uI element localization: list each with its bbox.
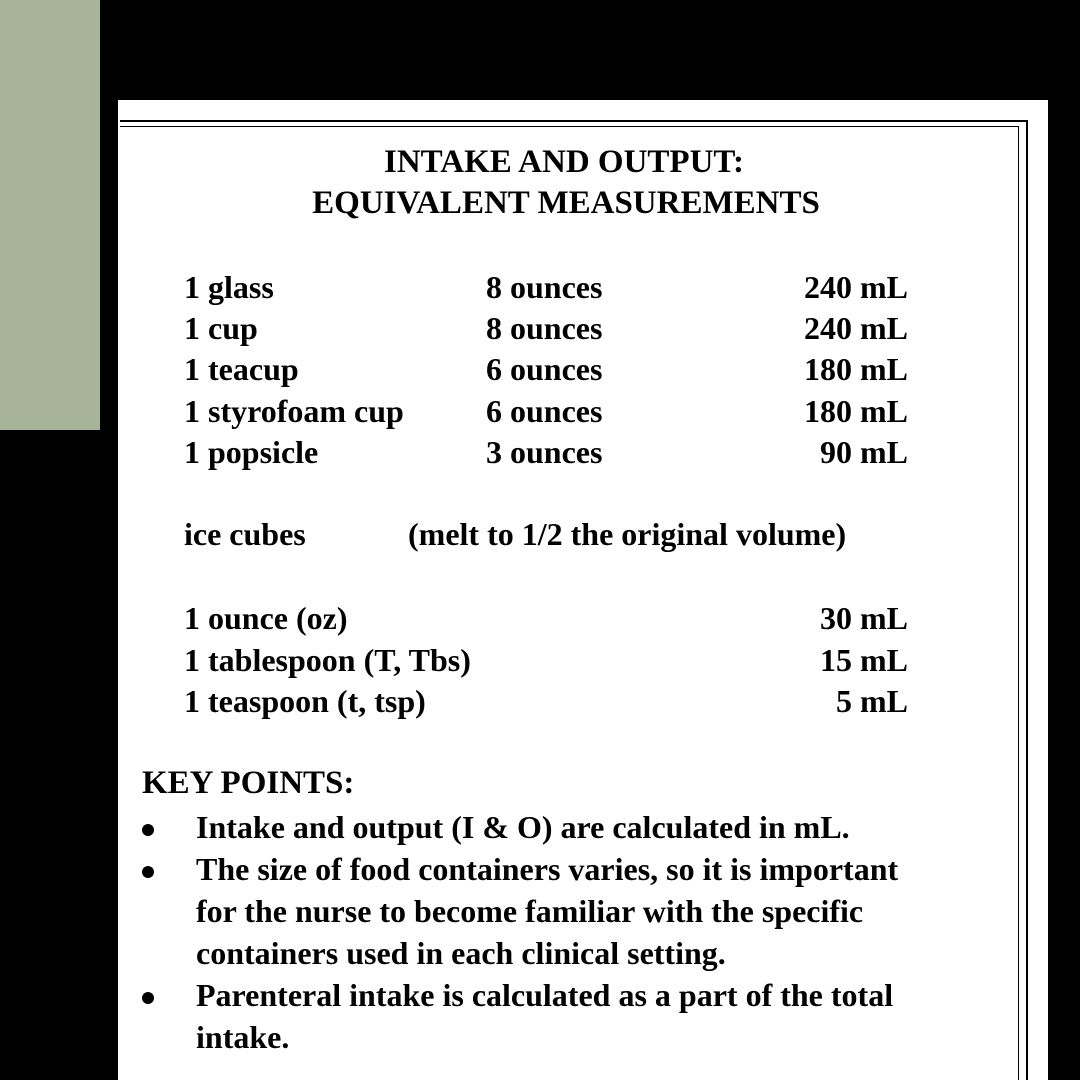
container-row: [118, 390, 1048, 432]
key-point-line: Intake and output (I & O) are calculated in mL.: [196, 809, 850, 845]
unit-row: [118, 597, 1048, 639]
key-point-line: Parenteral intake is calculated as a part of the total: [196, 977, 894, 1013]
container-item: 1 styrofoam cup: [184, 393, 404, 429]
container-item: 1 glass: [184, 269, 274, 305]
ice-cubes-label: ice cubes: [184, 516, 306, 552]
container-row: [118, 307, 1048, 349]
container-ml: 180 mL: [804, 393, 908, 429]
container-ounces: 6 ounces: [486, 393, 603, 429]
container-row: [118, 266, 1048, 308]
container-item: 1 popsicle: [184, 434, 319, 470]
key-point: [118, 848, 996, 974]
title-line-2: EQUIVALENT MEASUREMENTS: [312, 185, 820, 221]
unit-item: 1 tablespoon (T, Tbs): [184, 642, 471, 678]
container-row: [118, 431, 1048, 473]
container-ml: 90 mL: [820, 434, 908, 470]
container-row: [118, 348, 1048, 390]
key-point-line: The size of food containers varies, so it is important: [196, 851, 899, 887]
container-ounces: 8 ounces: [486, 310, 603, 346]
container-ounces: 8 ounces: [486, 269, 603, 305]
container-ounces: 3 ounces: [486, 434, 603, 470]
container-ml: 240 mL: [804, 310, 908, 346]
container-ml: 180 mL: [804, 351, 908, 387]
unit-row: [118, 639, 1048, 681]
unit-item: 1 ounce (oz): [184, 600, 348, 636]
key-point-line: for the nurse to become familiar with the specific: [196, 893, 864, 929]
key-points-heading: KEY POINTS:: [142, 765, 355, 801]
unit-ml: 5 mL: [836, 683, 908, 719]
bullet-icon: [142, 824, 154, 836]
unit-ml: 30 mL: [820, 600, 908, 636]
ice-cubes-row: [118, 513, 1048, 555]
key-point-line: containers used in each clinical setting.: [196, 935, 726, 971]
title-line-1: INTAKE AND OUTPUT:: [384, 144, 744, 180]
unit-item: 1 teaspoon (t, tsp): [184, 683, 426, 719]
measurement-card: [118, 100, 1048, 1080]
unit-row: [118, 680, 1048, 722]
sage-accent-panel: [0, 0, 100, 430]
bullet-icon: [142, 866, 154, 878]
container-ml: 240 mL: [804, 269, 908, 305]
container-item: 1 cup: [184, 310, 258, 346]
key-point-line: intake.: [196, 1019, 290, 1055]
key-point: [118, 974, 996, 1058]
key-points-list: [118, 806, 1048, 1058]
unit-ml: 15 mL: [820, 642, 908, 678]
key-point: [118, 806, 996, 848]
ice-cubes-note: (melt to 1/2 the original volume): [408, 516, 847, 552]
container-ounces: 6 ounces: [486, 351, 603, 387]
container-item: 1 teacup: [184, 351, 299, 387]
bullet-icon: [142, 992, 154, 1004]
